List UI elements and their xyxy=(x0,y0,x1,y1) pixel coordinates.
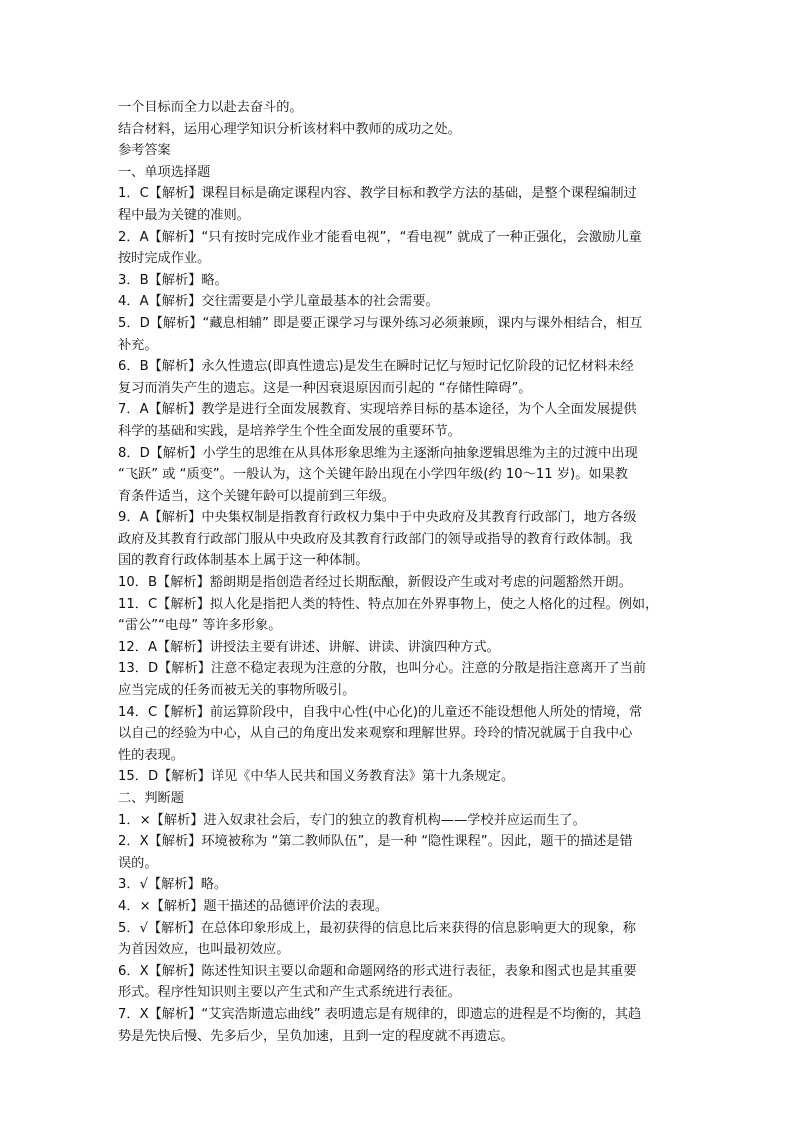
answer-line: 2．X【解析】环境被称为 “第二教师队伍”，是一种 “隐性课程”。因此，题干的描述是错 xyxy=(118,834,633,850)
answer-line: 程中最为关键的准则。 xyxy=(118,207,250,223)
intro-question: 结合材料，运用心理学知识分析该材料中教师的成功之处。 xyxy=(118,121,461,137)
answer-line: 补充。 xyxy=(118,337,158,353)
answer-line: 1．×【解析】进入奴隶社会后，专门的独立的教育机构——学校并应运而生了。 xyxy=(118,812,586,828)
answer-line: 7．A【解析】教学是进行全面发展教育、实现培养目标的基本途径，为个人全面发展提供 xyxy=(118,402,637,418)
answer-line: 6．X【解析】陈述性知识主要以命题和命题网络的形式进行表征，表象和图式也是其重要 xyxy=(118,963,637,979)
answer-line: 11．C【解析】拟人化是指把人类的特性、特点加在外界事物上，使之人格化的过程。例如， xyxy=(118,596,659,612)
answer-line: 9．A【解析】中央集权制是指教育行政权力集中于中央政府及其教育行政部门，地方各级 xyxy=(118,510,637,526)
answer-line: 误的。 xyxy=(118,855,158,871)
answers-title: 参考答案 xyxy=(118,143,171,159)
answer-line: 13．D【解析】注意不稳定表现为注意的分散，也叫分心。注意的分散是指注意离开了当前 xyxy=(118,661,647,677)
document-page xyxy=(118,97,674,1047)
answer-line: 育条件适当，这个关键年龄可以提前到三年级。 xyxy=(118,488,395,504)
answer-line: 14．C【解析】前运算阶段中，自我中心性(中心化)的儿童还不能设想他人所处的情境，常 xyxy=(118,704,643,720)
answer-line: 政府及其教育行政部门服从中央政府及其教育行政部门的领导或指导的教育行政体制。我 xyxy=(118,531,633,547)
intro-line: 一个目标而全力以赴去奋斗的。 xyxy=(118,100,303,115)
answer-line: “雷公”“电母” 等许多形象。 xyxy=(118,618,282,634)
answer-line: 复习而消失产生的遗忘。这是一种因衰退原因而引起的 “存储性障碍”。 xyxy=(118,380,532,396)
answer-line: 按时完成作业。 xyxy=(118,251,211,267)
section2-answers xyxy=(118,810,674,1048)
answer-line: “飞跃” 或 “质变”。一般认为，这个关键年龄出现在小学四年级(约 10～11 岁)。如果教 xyxy=(118,467,628,483)
answer-line: 国的教育行政体制基本上属于这一种体制。 xyxy=(118,553,369,569)
answer-line: 1．C【解析】课程目标是确定课程内容、教学目标和教学方法的基础，是整个课程编制过 xyxy=(118,186,637,202)
section1-heading: 一、单项选择题 xyxy=(118,164,211,180)
answer-line: 4．×【解析】题干描述的品德评价法的表现。 xyxy=(118,898,389,914)
answer-line: 8．D【解析】小学生的思维在从具体形象思维为主逐渐向抽象逻辑思维为主的过渡中出现 xyxy=(118,445,638,461)
answer-line: 势是先快后慢、先多后少，呈负加速，且到一定的程度就不再遗忘。 xyxy=(118,1028,514,1044)
answer-line: 5．D【解析】“藏息相辅” 即是要正课学习与课外练习必须兼顾，课内与课外相结合，相互 xyxy=(118,315,643,331)
section1-answers xyxy=(118,183,674,788)
answer-line: 形式。程序性知识则主要以产生式和产生式系统进行表征。 xyxy=(118,985,461,1001)
answer-line: 3．√【解析】略。 xyxy=(118,877,228,893)
answer-line: 5．√【解析】在总体印象形成上，最初获得的信息比后来获得的信息影响更大的现象，称 xyxy=(118,920,636,936)
answer-line: 7．X【解析】“艾宾浩斯遗忘曲线” 表明遗忘是有规律的，即遗忘的进程是不均衡的，其趋 xyxy=(118,1006,642,1022)
answer-line: 12．A【解析】讲授法主要有讲述、讲解、讲读、讲演四种方式。 xyxy=(118,639,500,655)
answer-line: 4．A【解析】交往需要是小学儿童最基本的社会需要。 xyxy=(118,294,439,310)
answer-line: 科学的基础和实践，是培养学生个性全面发展的重要环节。 xyxy=(118,423,461,439)
answer-line: 2．A【解析】“只有按时完成作业才能看电视”，“看电视” 就成了一种正强化，会激励儿童 xyxy=(118,229,642,245)
section2-heading: 二、判断题 xyxy=(118,791,184,806)
answer-line: 应当完成的任务而被无关的事物所吸引。 xyxy=(118,683,356,699)
answer-line: 10．B【解析】豁朗期是指创造者经过长期酝酿，新假设产生或对考虑的问题豁然开朗。 xyxy=(118,575,632,591)
answer-line: 3．B【解析】略。 xyxy=(118,272,228,288)
answer-line: 以自己的经验为中心，从自己的角度出发来观察和理解世界。玲玲的情况就属于自我中心 xyxy=(118,726,633,742)
answer-line: 性的表现。 xyxy=(118,747,184,763)
answer-line: 15．D【解析】详见《中华人民共和国义务教育法》第十九条规定。 xyxy=(118,769,515,785)
answer-line: 6．B【解析】永久性遗忘(即真性遗忘)是发生在瞬时记忆与短时记忆阶段的记忆材料未经 xyxy=(118,359,634,375)
answer-line: 为首因效应，也叫最初效应。 xyxy=(118,942,290,958)
